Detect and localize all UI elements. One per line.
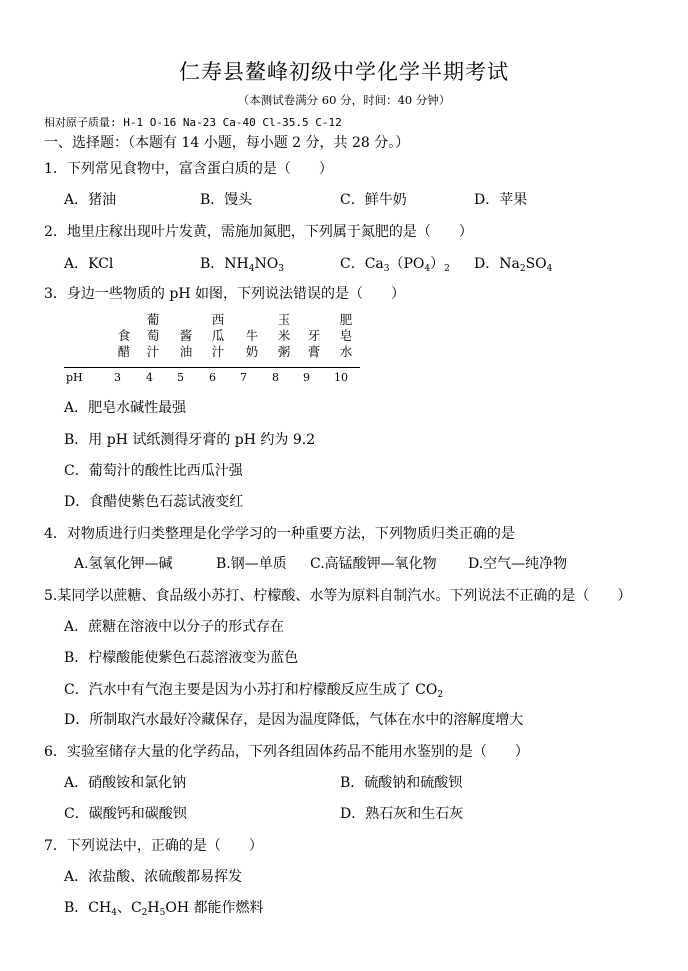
atomic-mass-line: 相对原子质量: H-1 O-16 Na-23 Ca-40 Cl-35.5 C-12 [44, 116, 342, 129]
q3-option-a: A．肥皂水碱性最强 [64, 400, 187, 416]
ph-tick: 8 [272, 371, 279, 384]
q5-option-b: B．柠檬酸能使紫色石蕊溶液变为蓝色 [64, 650, 299, 666]
ph-label-corn-porridge: 玉米粥 [277, 312, 291, 359]
q4-option-d: D.空气—纯净物 [468, 556, 568, 572]
q5-option-c: C．汽水中有气泡主要是因为小苏打和柠檬酸反应生成了 $CO_2$ [64, 682, 444, 700]
question-2-stem: 2．地里庄稼出现叶片发黄，需施加氮肥，下列属于氮肥的是（ ） [44, 224, 473, 240]
q1-option-a: A．猪油 [64, 192, 117, 208]
q7-option-b: B．$CH_4$、$C_2H_5OH$ 都能作燃料 [64, 900, 264, 918]
q2-option-c: C．$Ca_3(PO_4)_2$ [340, 256, 450, 274]
question-6-stem: 6．实验室储存大量的化学药品，下列各组固体药品不能用水鉴别的是（ ） [44, 744, 529, 760]
question-4-stem: 4．对物质进行归类整理是化学学习的一种重要方法，下列物质归类正确的是 [44, 526, 515, 542]
ph-axis-label: pH [66, 371, 83, 384]
q2-option-d: D．$Na_2SO_4$ [474, 256, 553, 274]
question-3-stem: 3．身边一些物质的 pH 如图，下列说法错误的是（ ） [44, 286, 405, 302]
question-5-stem: 5.某同学以蔗糖、食品级小苏打、柠檬酸、水等为原料自制汽水。下列说法不正确的是（ ） [44, 588, 632, 604]
q3-option-c: C．葡萄汁的酸性比西瓜汁强 [64, 463, 243, 479]
q3-option-b: B．用 pH 试纸测得牙膏的 pH 约为 9.2 [64, 432, 316, 448]
q4-option-a: A.氢氧化钾—碱 [74, 556, 173, 572]
ph-label-milk: 牛奶 [245, 328, 259, 359]
q6-option-d: D．熟石灰和生石灰 [340, 806, 464, 822]
question-7-stem: 7．下列说法中，正确的是（ ） [44, 838, 263, 854]
q7-option-a: A．浓盐酸、浓硫酸都易挥发 [64, 869, 243, 885]
q4-option-b: B.钢—单质 [216, 556, 287, 572]
ph-axis-line [64, 367, 360, 368]
ph-label-grape-juice: 葡萄汁 [146, 312, 160, 359]
q5-option-d: D．所制取汽水最好冷藏保存，是因为温度降低，气体在水中的溶解度增大 [64, 712, 524, 728]
ph-tick: 4 [146, 371, 153, 384]
ph-label-soy-sauce: 酱油 [179, 328, 193, 359]
q2-option-a: A．KCl [64, 256, 114, 272]
ph-tick: 7 [240, 371, 247, 384]
q2-option-b: B．$NH_4NO_3$ [200, 256, 284, 274]
ph-tick: 10 [334, 371, 348, 384]
exam-title: 仁寿县鳌峰初级中学化学半期考试 [179, 60, 509, 84]
q6-option-b: B．硫酸钠和硫酸钡 [340, 775, 463, 791]
q6-option-a: A．硝酸铵和氯化钠 [64, 775, 187, 791]
question-1-stem: 1．下列常见食物中，富含蛋白质的是（ ） [44, 161, 333, 177]
exam-subtitle: （本测试卷满分 60 分，时间：40 分钟） [237, 93, 451, 107]
q6-option-c: C．碳酸钙和碳酸钡 [64, 806, 187, 822]
q5-option-a: A．蔗糖在溶液中以分子的形式存在 [64, 619, 285, 635]
section-heading: 一、选择题：（本题有 14 小题，每小题 2 分，共 28 分。） [44, 135, 410, 151]
q3-option-d: D．食醋使紫色石蕊试液变红 [64, 494, 244, 510]
ph-label-soapy-water: 肥皂水 [339, 312, 353, 359]
q1-option-b: B．馒头 [200, 192, 253, 208]
ph-tick: 6 [209, 371, 216, 384]
ph-label-toothpaste: 牙膏 [307, 328, 321, 359]
ph-tick: 5 [177, 371, 184, 384]
ph-tick: 9 [303, 371, 310, 384]
ph-label-vinegar: 食醋 [117, 328, 131, 359]
ph-tick: 3 [114, 371, 121, 384]
q1-option-c: C．鲜牛奶 [340, 192, 407, 208]
ph-label-watermelon-juice: 西瓜汁 [211, 312, 225, 359]
q4-option-c: C.高锰酸钾—氧化物 [310, 556, 437, 572]
q1-option-d: D．苹果 [474, 192, 528, 208]
